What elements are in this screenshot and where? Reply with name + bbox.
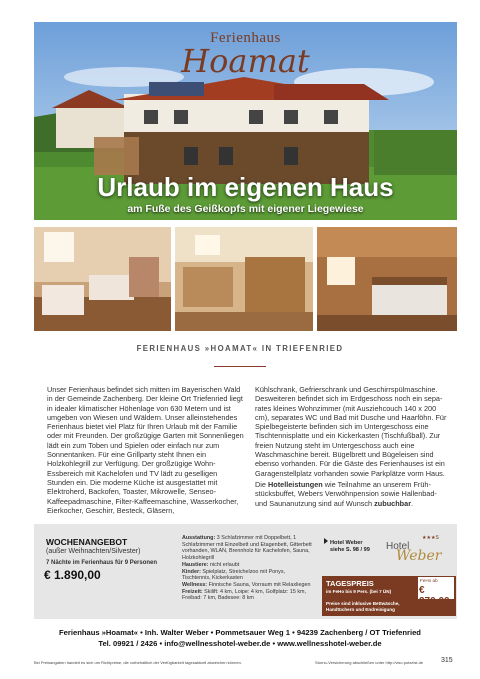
description-right-text: Kühlschrank, Gefrierschrank und Geschirrspülmaschine. Desweiteren befindet sich im Erdgeschoss noch ein separates kleines Wohnzimmer (mit Ausziehcouch 140 x 200 cm), separates WC und Bad mit Dusche und Haarföhn. Für Spielbegeisterte befinden sich im Untergeschoss eine Tischtennisplatte und ein Kickerkasten (Tischfußball). Zur freien Nutzung steht im Untergeschoss auch eine Waschmaschine bereit. Bügelbrett und Bügeleisen sind ebenso vorhanden. Für die Gäste des Ferienhauses ist ein Garagenstellplatz vorhanden sowie Parkplätze vorm Haus. — [255, 385, 447, 478]
description-column-left — [47, 385, 245, 515]
hotel-reference-pages: siehe S. 98 / 99 — [330, 547, 370, 553]
photo-living-room — [34, 227, 171, 331]
section-title: FERIENHAUS »HOAMAT« IN TRIEFENRIED — [136, 344, 344, 353]
detail-children: Kinder: Spielplatz, Streichelzoo mit Ponys, Tischtennis, Kickerkasten — [182, 568, 286, 582]
price-tag-value: € 270,00 — [419, 585, 450, 607]
detail-pets: Haustiere: nicht erlaubt — [182, 561, 240, 568]
brand-name-small: Ferienhaus — [210, 30, 281, 46]
detail-equipment: Ausstattung: 3 Schlafzimmer mit Doppelbett, 1 Schlafzimmer mit Einzelbett und Etagenbett, Gitterbett vorhanden, WLAN, Brennholz für Kachelofen, Sauna, Holzkohlegrill — [182, 535, 312, 562]
offer-heading: WOCHENANGEBOT — [46, 537, 128, 547]
hero-title: Urlaub im eigenen Haus — [97, 172, 394, 202]
hotel-weber-logo: Hotel ★★★S Weber — [386, 535, 442, 564]
services-period: . — [411, 498, 414, 508]
price-tag — [418, 577, 454, 607]
services-intro: Die — [255, 479, 268, 489]
daily-price-sub: im FeHo bis 9 Pers. (bei 7 ÜN) — [326, 589, 392, 594]
offer-nights: 7 Nächte im Ferienhaus für 9 Personen — [46, 560, 158, 566]
services-bookable: zubuchbar — [374, 498, 412, 508]
offer-subheading: (außer Weihnachten/Silvester) — [46, 548, 141, 555]
insurance-note: Storno-Versicherung abschließen unter http://viso.putzeist.de — [315, 660, 424, 665]
contact-phone-web: Tel. 09921 / 2426 • info@wellnesshotel-weber.de • www.wellnesshotel-weber.de — [98, 639, 382, 648]
daily-price-note: Preise sind inklusive Bettwäsche, Handtüchern und Endreinigung — [326, 601, 400, 612]
contact-address: Ferienhaus »Hoamat« • Inh. Walter Weber • Pommetsauer Weg 1 • 94239 Zachenberg / OT Triefenried — [59, 628, 421, 637]
hotel-services-paragraph — [255, 480, 451, 508]
offer-price: € 1.890,00 — [44, 568, 101, 582]
title-divider — [214, 366, 266, 367]
page-number: 315 — [441, 657, 453, 664]
description-column-right — [255, 385, 451, 508]
photo-kitchen — [175, 227, 313, 331]
hotel-reference — [324, 538, 370, 554]
price-tag-label: FeHo ab — [420, 578, 438, 583]
description-left-text: Unser Ferienhaus befindet sich mitten im Bayerischen Wald in der Gemeinde Zachenberg. Der kleine Ort Triefenried liegt in idealer klimatischer Höhenlage von 630 Metern und ist umgeben von Wiesen und Wäldern. Unser alleinstehendes Ferienhaus bietet viel Platz für Ihren Urlaub mit der Familie oder mit Freunden. Der großzügige Garten mit Sonnenliegen lädt ein zum Toben und Spielen oder einfach nur zum Sonnentanken. Für eine Grillparty steht Ihnen ein Holzkohlegrill zur Verfügung. Der großzügige Wohn-Essbereich mit Kachelofen und TV lädt zu geselligen Stunden ein. Die moderne Küche ist ausgestattet mit Elektroherd, Backofen, Toaster, Mikrowelle, Senseo-Kaffeepadmaschine, Filter-Kaffeemaschine, Wasserkocher, Eierkocher, Geschirr, Besteck, Gläsern, — [47, 385, 244, 515]
price-disclaimer: Bei Preisangaben handelt es sich um Richtpreise, die vorbehaltlich der Verfügbarkeit tagesaktuell abweichen können. — [34, 660, 242, 665]
photo-bedroom — [317, 227, 457, 331]
services-text: wie Teilnahme an unserem Frühstücksbuffet, Webers Verwöhnpension sowie Hallenbad- und Saunanutzung sind auf Wunsch — [255, 479, 437, 508]
offer-details — [182, 535, 312, 602]
brand-logo-script: Hoamat — [181, 42, 310, 80]
offer-box — [34, 524, 457, 619]
daily-price-heading: TAGESPREIS — [326, 579, 374, 588]
hotel-reference-name: Hotel Weber — [330, 540, 363, 546]
detail-wellness: Wellness: Finnische Sauna, Vorraum mit Relaxliegen — [182, 581, 311, 588]
arrow-right-icon — [324, 538, 328, 544]
hero-subtitle: am Fuße des Geißkopfs mit eigener Liegewiese — [127, 203, 364, 215]
detail-leisure: Freizeit: Skilift: 4 km, Loipe: 4 km, Golfplatz: 15 km, Freibad: 7 km, Badesee: 8 km — [182, 588, 307, 602]
services-emphasis: Hotelleistungen — [267, 479, 323, 489]
hero-image — [34, 22, 457, 220]
daily-price-box — [322, 576, 456, 616]
